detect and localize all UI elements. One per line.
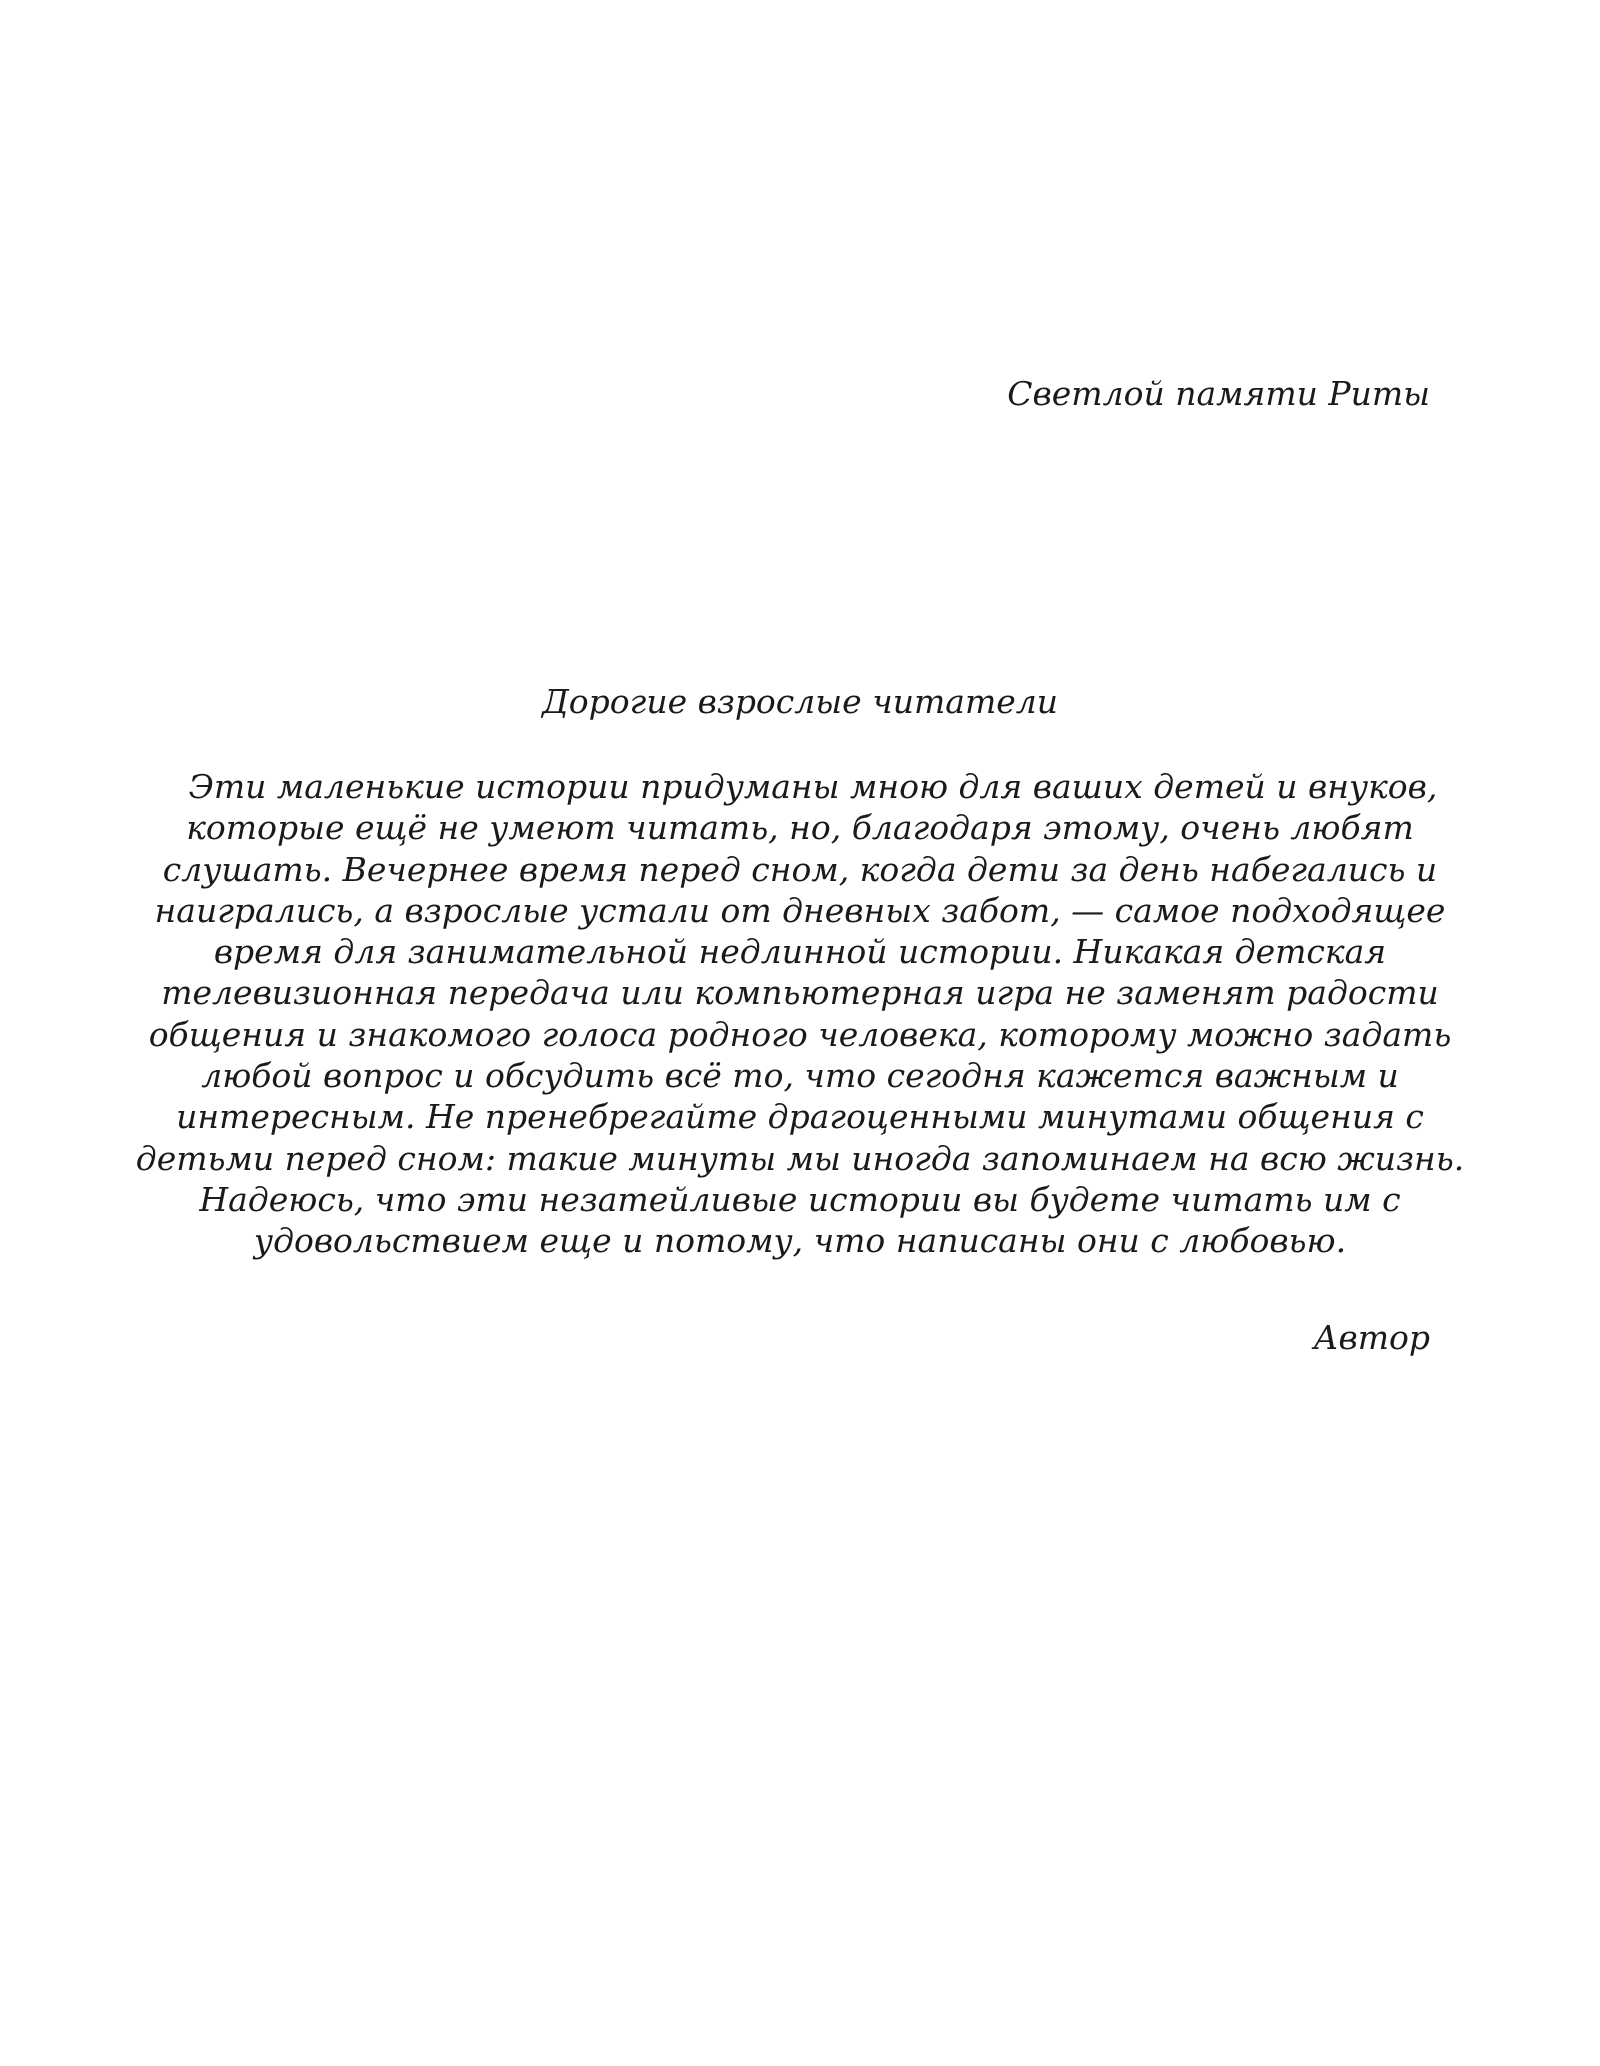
dedication-line: Светлой памяти Риты <box>1007 374 1430 413</box>
paragraph-line: слушать. Вечернее время перед сном, когда дети за день набегались и <box>162 849 1438 889</box>
paragraph-line: общения и знакомого голоса родного человека, которому можно задать <box>148 1014 1452 1054</box>
paragraph-line: интересным. Не пренебрегайте драгоценными минутами общения с <box>176 1097 1424 1137</box>
paragraph-line: Эти маленькие истории придуманы мною для ваших детей и внуков, <box>188 767 1438 806</box>
page-title: Дорогие взрослые читатели <box>541 682 1059 721</box>
foreword-paragraph <box>0 766 1600 1262</box>
author-signature: Автор <box>1313 1318 1430 1357</box>
paragraph-line: время для занимательной недлинной истории. Никакая детская <box>213 932 1387 972</box>
paragraph-line: Надеюсь, что эти незатейливые истории вы будете читать им с <box>199 1179 1401 1219</box>
paragraph-line: детьми перед сном: такие минуты мы иногда запоминаем на всю жизнь. <box>135 1138 1465 1178</box>
paragraph-line: телевизионная передача или компьютерная игра не заменят радости <box>161 973 1439 1013</box>
paragraph-line: которые ещё не умеют читать, но, благодаря этому, очень любят <box>186 808 1414 848</box>
paragraph-line: наигрались, а взрослые устали от дневных забот, — самое подходящее <box>154 890 1446 930</box>
paragraph-line: удовольствием еще и потому, что написаны они с любовью. <box>253 1221 1347 1261</box>
paragraph-line: любой вопрос и обсудить всё то, что сегодня кажется важным и <box>201 1056 1399 1096</box>
